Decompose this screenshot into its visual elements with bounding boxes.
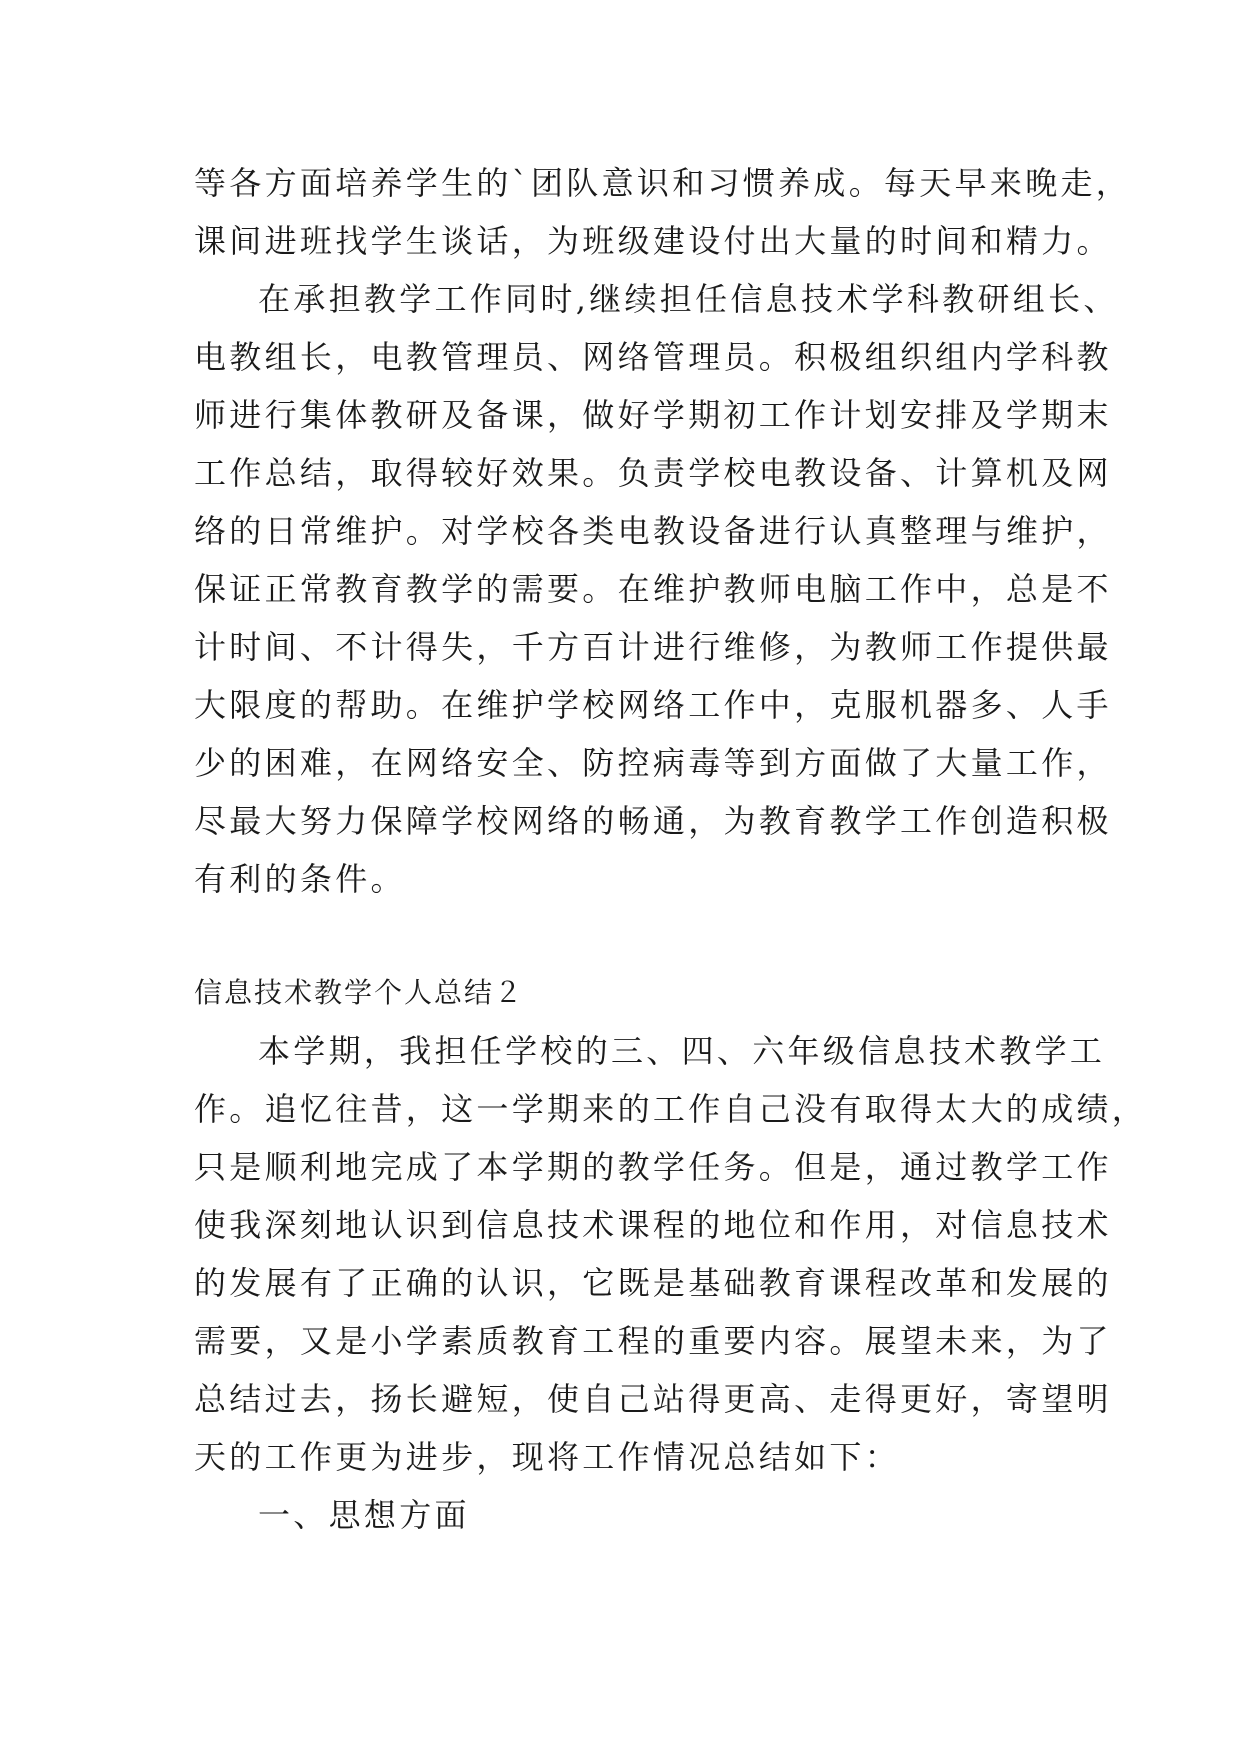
para3-line-8: 天的工作更为进步，现将工作情况总结如下： <box>194 1438 901 1476</box>
para2-line-3: 师进行集体教研及备课，做好学期初工作计划安排及学期末 <box>194 396 1112 434</box>
para2-line-6: 保证正常教育教学的需要。在维护教师电脑工作中，总是不 <box>194 570 1112 608</box>
para2-line-11: 有利的条件。 <box>194 860 406 898</box>
para1-line-1: 等各方面培养学生的`团队意识和习惯养成。每天早来晚走， <box>194 164 1132 202</box>
para3-line-2: 作。追忆往昔，这一学期来的工作自己没有取得太大的成绩， <box>194 1090 1148 1128</box>
para2-line-4: 工作总结，取得较好效果。负责学校电教设备、计算机及网 <box>194 454 1112 492</box>
para1-line-2: 课间进班找学生谈话，为班级建设付出大量的时间和精力。 <box>194 222 1112 260</box>
para3-line-4: 使我深刻地认识到信息技术课程的地位和作用，对信息技术 <box>194 1206 1112 1244</box>
para2-line-9: 少的困难，在网络安全、防控病毒等到方面做了大量工作， <box>194 744 1112 782</box>
para2-line-8: 大限度的帮助。在维护学校网络工作中，克服机器多、人手 <box>194 686 1112 724</box>
para2-line-7: 计时间、不计得失，千方百计进行维修，为教师工作提供最 <box>194 628 1112 666</box>
para3-line-6: 需要，又是小学素质教育工程的重要内容。展望未来，为了 <box>194 1322 1112 1360</box>
para2-line-5: 络的日常维护。对学校各类电教设备进行认真整理与维护， <box>194 512 1112 550</box>
section-heading: 信息技术教学个人总结２ <box>194 976 525 1009</box>
para2-line-10: 尽最大努力保障学校网络的畅通，为教育教学工作创造积极 <box>194 802 1112 840</box>
section-1-title: 一、思想方面 <box>258 1496 470 1534</box>
para3-line-3: 只是顺利地完成了本学期的教学任务。但是，通过教学工作 <box>194 1148 1112 1186</box>
para3-line-1: 本学期，我担任学校的三、四、六年级信息技术教学工 <box>258 1032 1106 1070</box>
para3-line-7: 总结过去，扬长避短，使自己站得更高、走得更好，寄望明 <box>194 1380 1112 1418</box>
para2-line-2: 电教组长，电教管理员、网络管理员。积极组织组内学科教 <box>194 338 1112 376</box>
para3-line-5: 的发展有了正确的认识，它既是基础教育课程改革和发展的 <box>194 1264 1112 1302</box>
para2-line-1: 在承担教学工作同时,继续担任信息技术学科教研组长、 <box>258 280 1119 318</box>
